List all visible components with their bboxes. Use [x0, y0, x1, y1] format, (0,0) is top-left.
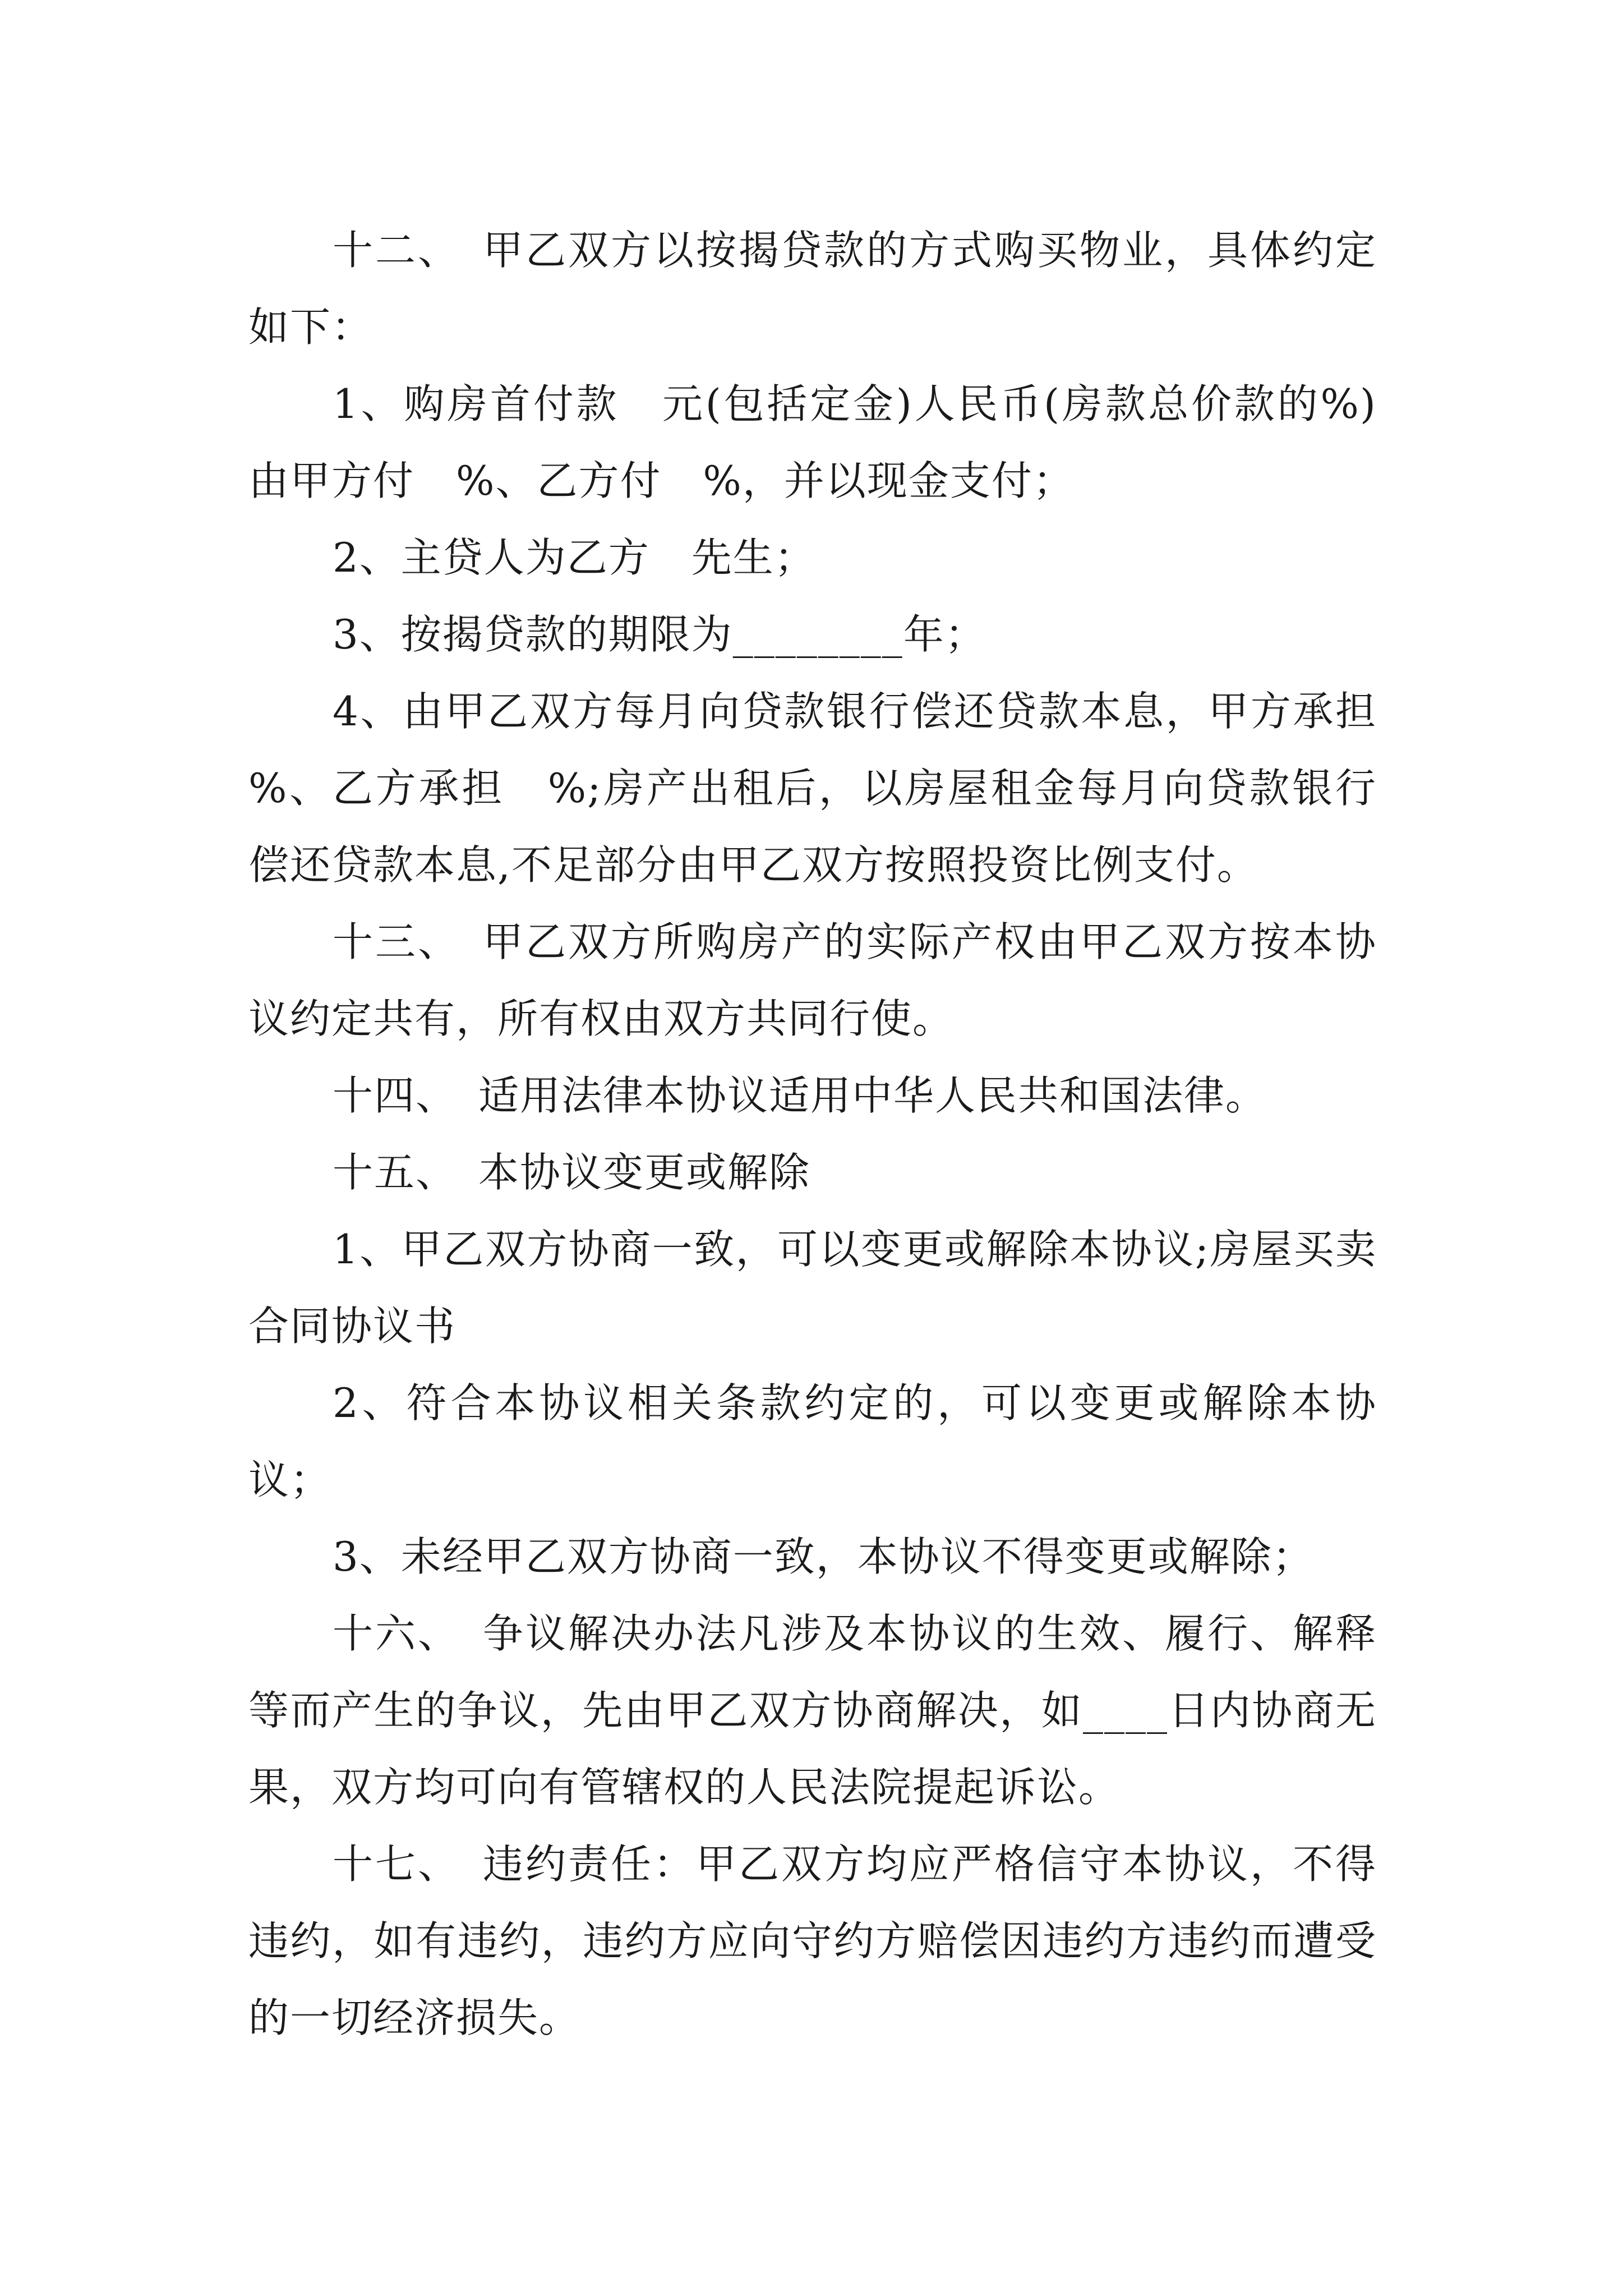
clause-17-paragraph: 十七、 违约责任：甲乙双方均应严格信守本协议，不得违约，如有违约，违约方应向守约方赔偿因违约方违约而遭受的一切经济损失。 — [248, 1841, 1377, 2041]
clause-14-paragraph: 十四、 适用法律本协议适用中华人民共和国法律。 — [333, 1072, 1267, 1119]
clause-12-item-1: 1、购房首付款 元(包括定金)人民币(房款总价款的%)由甲方付 %、乙方付 %，并以现金支付； — [248, 380, 1377, 504]
clause-12-paragraph: 十二、 甲乙双方以按揭贷款的方式购买物业，具体约定如下： — [248, 227, 1377, 351]
clause-16-paragraph: 十六、 争议解决办法凡涉及本协议的生效、履行、解释等而产生的争议，先由甲乙双方协商解决，如____日内协商无果，双方均可向有管辖权的人民法院提起诉讼。 — [248, 1610, 1377, 1811]
clause-15-item-1: 1、甲乙双方协商一致，可以变更或解除本协议;房屋买卖合同协议书 — [248, 1226, 1377, 1350]
clause-15-item-3: 3、未经甲乙双方协商一致，本协议不得变更或解除； — [333, 1533, 1314, 1580]
clause-12-item-4: 4、由甲乙双方每月向贷款银行偿还贷款本息，甲方承担 %、乙方承担 %;房产出租后，以房屋租金每月向贷款银行偿还贷款本息,不足部分由甲乙双方按照投资比例支付。 — [248, 688, 1419, 889]
clause-12-item-3: 3、按揭贷款的期限为________年； — [333, 611, 986, 658]
clause-15-item-2: 2、符合本协议相关条款约定的，可以变更或解除本协议； — [248, 1379, 1377, 1503]
document-body — [248, 212, 1419, 2056]
clause-13-paragraph: 十三、 甲乙双方所购房产的实际产权由甲乙双方按本协议约定共有，所有权由双方共同行使。 — [248, 918, 1377, 1042]
clause-15-heading: 十五、 本协议变更或解除 — [333, 1149, 811, 1196]
clause-12-item-2: 2、主贷人为乙方 先生； — [333, 534, 816, 581]
